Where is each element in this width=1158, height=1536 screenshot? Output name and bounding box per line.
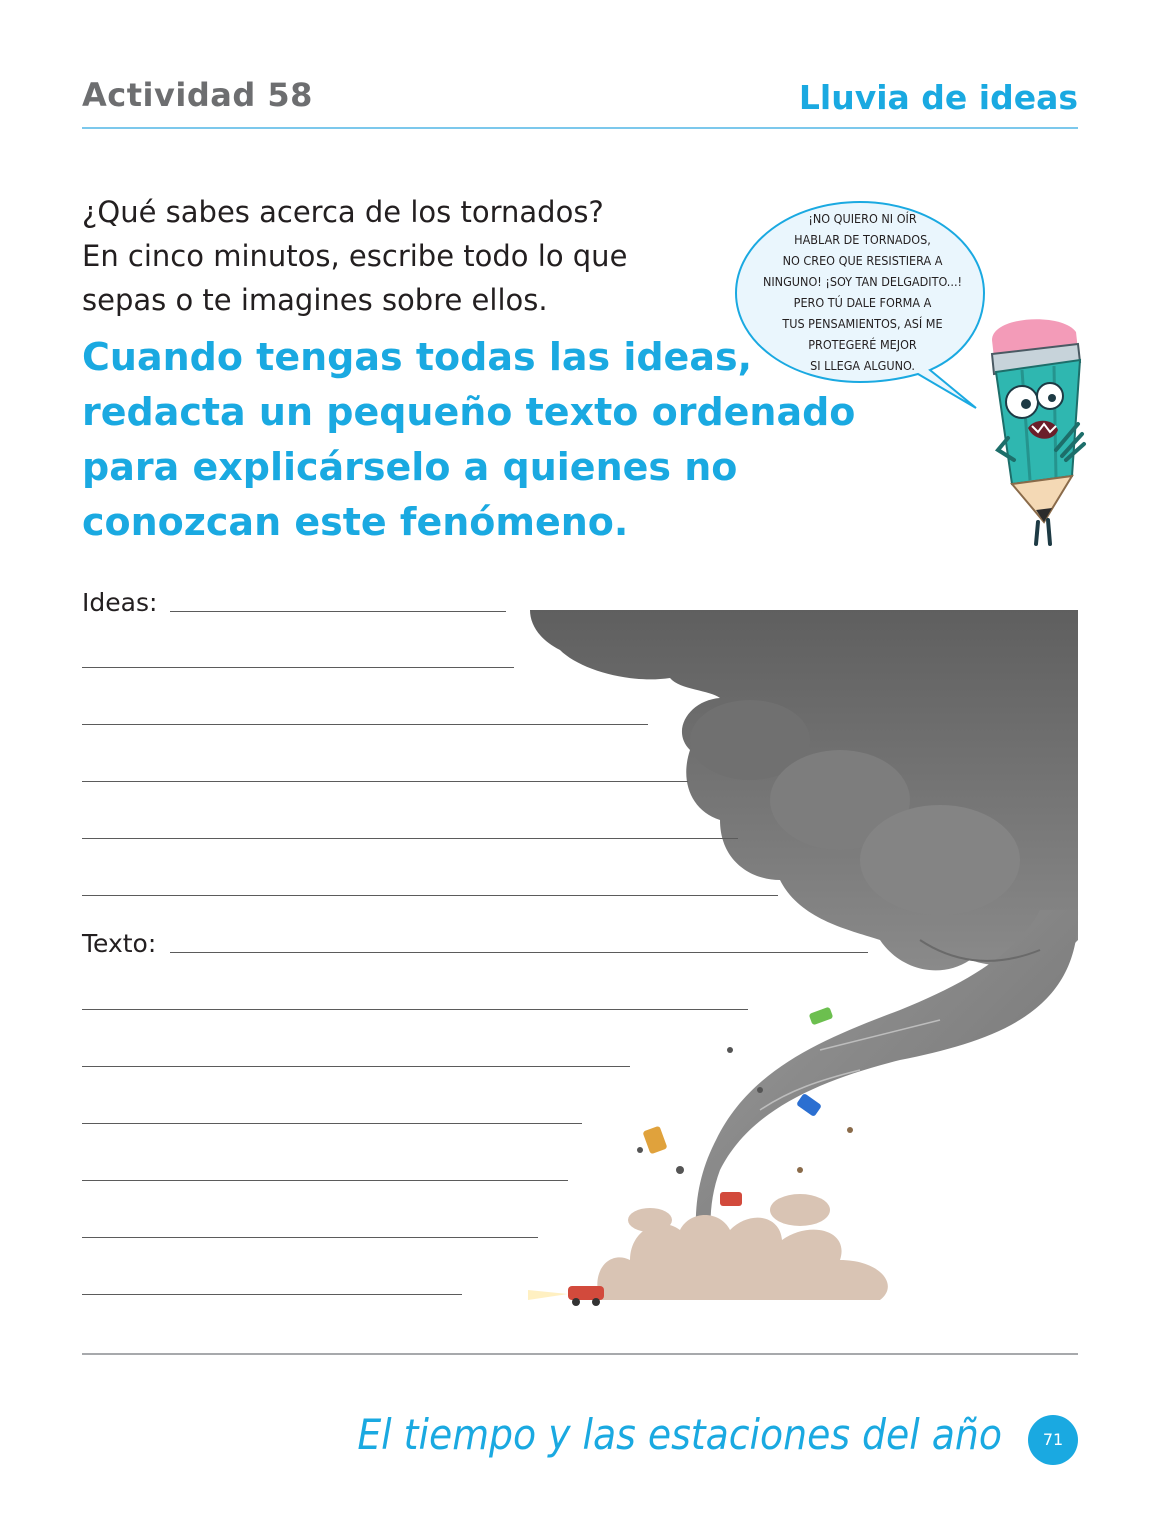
- writing-line[interactable]: [82, 667, 514, 668]
- bubble-line: PROTEGERÉ MEJOR: [808, 337, 917, 352]
- writing-line[interactable]: [82, 1066, 630, 1067]
- bubble-line: PERO TÚ DALE FORMA A: [793, 295, 932, 310]
- bubble-line: NINGUNO! ¡SOY TAN DELGADITO...!: [762, 274, 963, 289]
- header-divider: [82, 127, 1078, 129]
- bubble-line: ¡NO QUIERO NI OÍR: [808, 211, 917, 226]
- bubble-line: HABLAR DE TORNADOS,: [794, 232, 931, 247]
- writing-line[interactable]: [82, 838, 738, 839]
- page-number-badge: 71: [1028, 1415, 1078, 1465]
- instruction-line: para explicárselo a quienes no: [82, 445, 738, 489]
- activity-title: Actividad 58: [82, 76, 313, 114]
- writing-line[interactable]: [82, 1294, 462, 1295]
- writing-line[interactable]: [82, 895, 778, 896]
- writing-line[interactable]: [170, 952, 868, 953]
- intro-question: [82, 190, 742, 322]
- tornado-illustration: [520, 610, 1080, 1310]
- speech-bubble-text: [740, 208, 985, 376]
- writing-line[interactable]: [82, 724, 648, 725]
- writing-line[interactable]: [82, 781, 688, 782]
- instruction-line: redacta un pequeño texto ordenado: [82, 390, 856, 434]
- bubble-line: NO CREO QUE RESISTIERA A: [782, 253, 943, 268]
- writing-line[interactable]: [82, 1237, 538, 1238]
- writing-line[interactable]: [170, 611, 506, 612]
- instruction-line: conozcan este fenómeno.: [82, 500, 629, 544]
- intro-line: sepas o te imagines sobre ellos.: [82, 283, 548, 317]
- section-title: Lluvia de ideas: [798, 78, 1078, 117]
- writing-line[interactable]: [82, 1009, 748, 1010]
- intro-line: ¿Qué sabes acerca de los tornados?: [82, 195, 604, 229]
- writing-line[interactable]: [82, 1180, 568, 1181]
- writing-line[interactable]: [82, 1123, 582, 1124]
- footer-divider: [82, 1353, 1078, 1355]
- bubble-line: TUS PENSAMIENTOS, ASÍ ME: [782, 316, 943, 331]
- ideas-label: Ideas:: [82, 588, 158, 617]
- instruction-line: Cuando tengas todas las ideas,: [82, 335, 753, 379]
- footer-title: El tiempo y las estaciones del año: [357, 1410, 1002, 1459]
- intro-line: En cinco minutos, escribe todo lo que: [82, 239, 628, 273]
- texto-label: Texto:: [82, 929, 157, 958]
- bubble-line: SI LLEGA ALGUNO.: [810, 358, 915, 373]
- pencil-mascot-icon: [978, 310, 1088, 546]
